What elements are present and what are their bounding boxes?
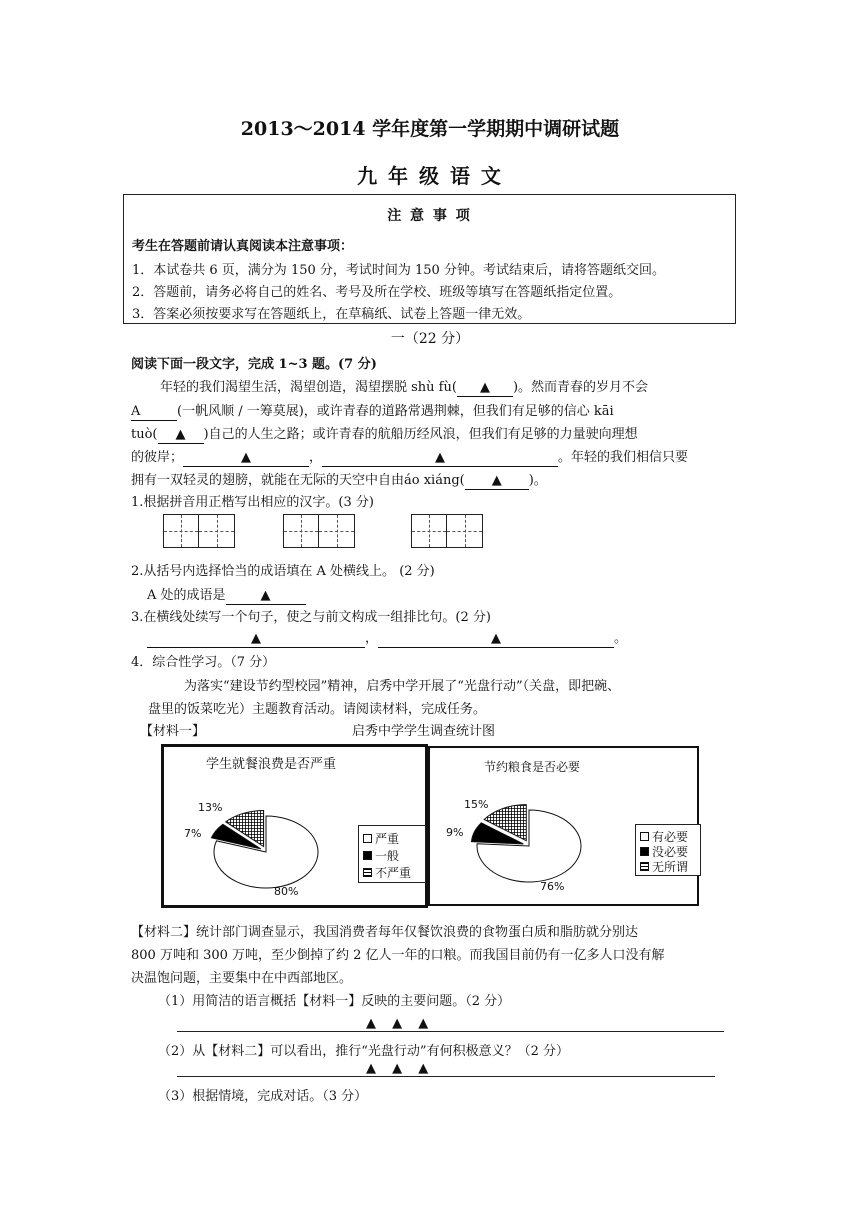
data-label-9: 9% bbox=[446, 826, 464, 839]
legend-item bbox=[363, 864, 411, 881]
exam-title: 2013～2014 学年度第一学期期中调研试题 bbox=[240, 118, 620, 140]
passage-text: ， bbox=[309, 450, 323, 465]
question-3: 3.在横线处续写一个句子，使之与前文构成一组排比句。(2 分) bbox=[131, 610, 491, 625]
grid-cell[interactable] bbox=[447, 515, 482, 547]
grid-cell[interactable] bbox=[199, 515, 234, 547]
sub-question-2: （2）从【材料二】可以看出，推行“光盘行动”有何积极意义？（2 分） bbox=[158, 1044, 569, 1059]
material-2-line-1: 【材料二】统计部门调查显示，我国消费者每年仅餐饮浪费的食物蛋白质和脂肪就分别达 bbox=[131, 925, 639, 940]
material-2-line-2: 800 万吨和 300 万吨，至少倒掉了约 2 亿人一年的口粮。而我国目前仍有一亿多人口没有解 bbox=[131, 948, 665, 963]
writing-grid-3[interactable] bbox=[411, 514, 483, 548]
blank-triangle: ▲ bbox=[491, 473, 502, 488]
legend-label: 不严重 bbox=[375, 866, 412, 880]
data-label-76: 76% bbox=[540, 880, 565, 893]
passage-text: )。 bbox=[528, 473, 547, 488]
grid-cell[interactable] bbox=[164, 515, 199, 547]
chart-legend bbox=[635, 824, 701, 876]
writing-grid-2[interactable] bbox=[283, 514, 355, 548]
material-2-line-3: 决温饱问题，主要集中在中西部地区。 bbox=[131, 971, 353, 986]
passage-text: 拥有一双轻灵的翅膀，就能在无际的天空中自由áo xiáng( bbox=[131, 473, 465, 488]
blank-triangle: ▲ bbox=[435, 450, 446, 465]
legend-label: 无所谓 bbox=[652, 860, 689, 874]
answer-blank[interactable] bbox=[465, 473, 529, 490]
blank-triangle: ▲ bbox=[175, 427, 186, 442]
passage-text: )自己的人生之路；或许青春的航船历经风浪，但我们有足够的力量驶向理想 bbox=[203, 427, 638, 442]
legend-item bbox=[363, 830, 399, 847]
passage-text: (一帆风顺 / 一筹莫展)，或许青春的道路常遇荆棘，但我们有足够的信心 kāi bbox=[177, 404, 614, 419]
data-label-13: 13% bbox=[198, 801, 223, 814]
legend-swatch bbox=[640, 847, 649, 856]
data-label-7: 7% bbox=[184, 827, 202, 840]
legend-swatch bbox=[640, 832, 649, 841]
data-label-15: 15% bbox=[464, 798, 489, 811]
question-2-answer bbox=[147, 584, 306, 605]
end-mark: 。 bbox=[614, 631, 628, 646]
passage-line-3 bbox=[131, 423, 638, 444]
answer-blank[interactable] bbox=[322, 450, 558, 467]
writing-grid-1[interactable] bbox=[163, 514, 235, 548]
legend-label: 一般 bbox=[375, 849, 400, 863]
passage-text: 。年轻的我们相信只要 bbox=[558, 450, 689, 465]
grid-cell[interactable] bbox=[412, 515, 447, 547]
legend-label: 没必要 bbox=[652, 845, 689, 859]
question-4: 4．综合性学习。（7 分） bbox=[131, 655, 276, 670]
answer-blank[interactable] bbox=[378, 631, 614, 648]
chart-title: 节约粮食是否必要 bbox=[484, 760, 581, 774]
notice-lead: 考生在答题前请认真阅读本注意事项： bbox=[132, 239, 354, 254]
blank-a-label: A bbox=[131, 404, 141, 419]
sub-question-3: （3）根据情境，完成对话。（3 分） bbox=[158, 1089, 368, 1104]
question-1: 1.根据拼音用正楷写出相应的汉字。(3 分) bbox=[131, 495, 374, 510]
answer-blank[interactable] bbox=[226, 588, 306, 605]
question-3-answer bbox=[147, 627, 627, 648]
chart-saving-necessity bbox=[428, 746, 699, 906]
passage-text: )。然而青春的岁月不会 bbox=[512, 380, 649, 395]
notice-heading: 注 意 事 项 bbox=[387, 208, 472, 224]
legend-item bbox=[363, 847, 399, 864]
answer-blank-a[interactable] bbox=[131, 404, 177, 421]
legend-swatch bbox=[640, 862, 649, 871]
grid-cell[interactable] bbox=[284, 515, 319, 547]
notice-item-2: 2．答题前，请务必将自己的姓名、考号及所在学校、班级等填写在答题纸指定位置。 bbox=[132, 285, 622, 300]
section-title: 一（22 分） bbox=[390, 331, 470, 347]
pie-1-slices bbox=[211, 810, 318, 888]
chart-title: 学生就餐浪费是否严重 bbox=[206, 757, 337, 772]
legend-item bbox=[640, 858, 688, 875]
passage-text: 的彼岸； bbox=[131, 450, 184, 465]
blank-triangle: ▲ bbox=[251, 631, 261, 646]
answer-triangles: ▲ ▲ ▲ bbox=[366, 1016, 435, 1031]
notice-box bbox=[123, 194, 736, 324]
chart-waste-severity bbox=[161, 744, 428, 908]
legend-swatch bbox=[363, 868, 372, 877]
answer-blank[interactable] bbox=[158, 427, 204, 444]
passage-text: tuò( bbox=[131, 427, 158, 442]
chart-legend bbox=[358, 825, 426, 883]
answer-blank[interactable] bbox=[147, 631, 365, 648]
data-label-80: 80% bbox=[274, 885, 299, 898]
blank-triangle: ▲ bbox=[479, 380, 490, 395]
separator: ， bbox=[365, 631, 379, 646]
question-2: 2.从括号内选择恰当的成语填在 A 处横线上。 (2 分) bbox=[131, 564, 435, 579]
passage-line-1 bbox=[160, 376, 648, 397]
legend-swatch bbox=[363, 851, 372, 860]
reading-instruction: 阅读下面一段文字，完成 1~3 题。(7 分) bbox=[131, 357, 377, 372]
answer-triangles: ▲ ▲ ▲ bbox=[366, 1061, 435, 1076]
answer-blank[interactable] bbox=[457, 380, 513, 397]
material-1-label: 【材料一】 bbox=[140, 724, 206, 739]
grid-cell[interactable] bbox=[319, 515, 354, 547]
pie-slice-严重 bbox=[214, 816, 318, 888]
answer-line[interactable] bbox=[177, 1031, 724, 1032]
legend-swatch bbox=[363, 834, 372, 843]
notice-item-3: 3．答案必须按要求写在答题纸上，在草稿纸、试卷上答题一律无效。 bbox=[132, 307, 531, 322]
answer-label: A 处的成语是 bbox=[147, 588, 226, 603]
blank-triangle: ▲ bbox=[491, 631, 502, 646]
passage-text: 年轻的我们渴望生活，渴望创造，渴望摆脱 shù fù( bbox=[160, 380, 457, 395]
charts-caption: 启秀中学学生调查统计图 bbox=[352, 724, 496, 739]
sub-question-1: （1）用简洁的语言概括【材料一】反映的主要问题。（2 分） bbox=[158, 994, 511, 1009]
legend-label: 严重 bbox=[375, 832, 400, 846]
blank-triangle: ▲ bbox=[260, 588, 271, 603]
answer-blank[interactable] bbox=[183, 450, 309, 467]
q4-intro-2: 盘里的饭菜吃光）主题教育活动。请阅读材料，完成任务。 bbox=[148, 702, 487, 717]
pie-2-slices bbox=[471, 805, 581, 882]
exam-subtitle: 九 年 级 语 文 bbox=[357, 164, 503, 188]
blank-triangle: ▲ bbox=[241, 450, 252, 465]
answer-line[interactable] bbox=[177, 1076, 715, 1077]
legend-label: 有必要 bbox=[652, 830, 689, 844]
notice-item-1: 1．本试卷共 6 页，满分为 150 分，考试时间为 150 分钟。考试结束后，请将答题纸交回。 bbox=[132, 263, 665, 278]
passage-line-4 bbox=[131, 446, 688, 467]
passage-line-5 bbox=[131, 469, 547, 490]
passage-line-2 bbox=[131, 400, 614, 421]
q4-intro-1: 为落实“建设节约型校园”精神，启秀中学开展了“光盘行动”（关盘，即把碗、 bbox=[184, 679, 621, 694]
